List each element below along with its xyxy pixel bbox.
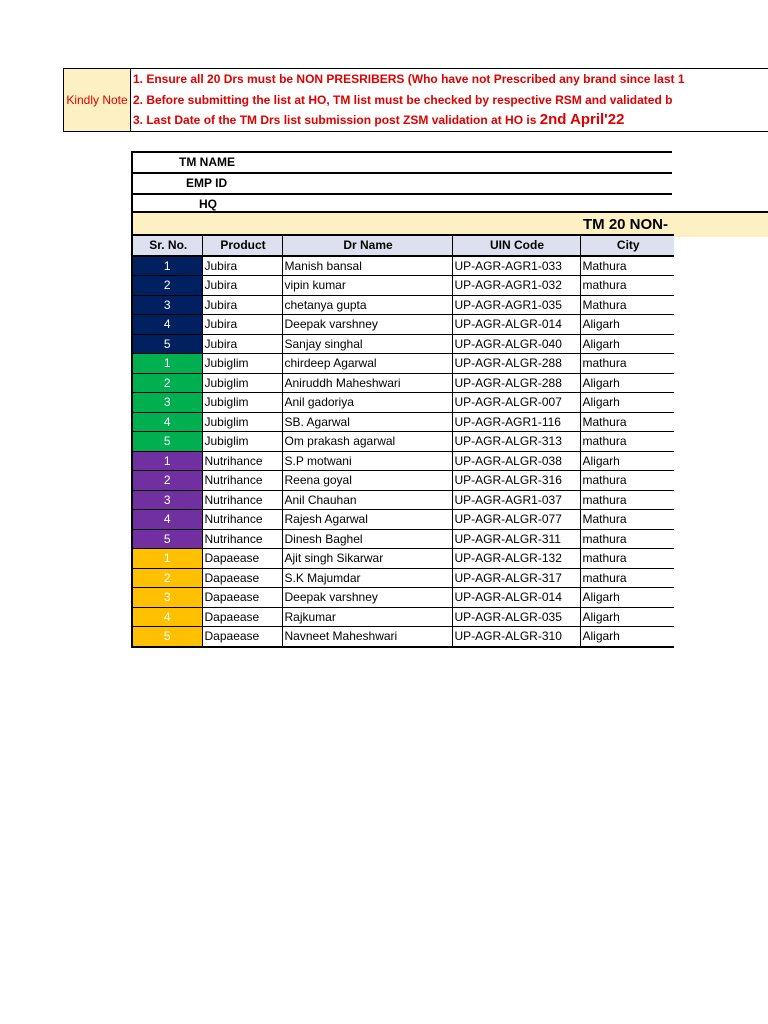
uin-code-cell: UP-AGR-AGR1-032 — [452, 276, 580, 296]
table-row — [132, 373, 674, 393]
sr-cell: 4 — [132, 315, 202, 335]
note-line-3 — [131, 110, 768, 131]
uin-code-cell: UP-AGR-ALGR-311 — [452, 529, 580, 549]
sr-cell: 1 — [132, 549, 202, 569]
dr-name-cell: S.P motwani — [282, 451, 452, 471]
sr-cell: 4 — [132, 607, 202, 627]
sr-cell: 3 — [132, 393, 202, 413]
city-cell: Mathura — [580, 412, 674, 432]
uin-code-cell: UP-AGR-AGR1-035 — [452, 295, 580, 315]
note-line-3-text: 3. Last Date of the TM Drs list submission post ZSM validation at HO is — [133, 113, 540, 128]
table-row — [132, 256, 674, 276]
uin-code-cell: UP-AGR-ALGR-007 — [452, 393, 580, 413]
tm-name-row — [131, 151, 672, 172]
dr-name-cell: Anil gadoriya — [282, 393, 452, 413]
note-line-2: 2. Before submitting the list at HO, TM list must be checked by respective RSM and validated b — [133, 92, 673, 107]
uin-code-cell: UP-AGR-ALGR-317 — [452, 568, 580, 588]
table-body — [132, 256, 674, 647]
col-header-product: Product — [202, 235, 282, 256]
table-row — [132, 315, 674, 335]
table-row — [132, 607, 674, 627]
table-row — [132, 354, 674, 374]
note-line-1: 1. Ensure all 20 Drs must be NON PRESRIBERS (Who have not Prescribed any brand since last 1 — [133, 72, 685, 86]
product-cell: Dapaease — [202, 568, 282, 588]
uin-code-cell: UP-AGR-AGR1-116 — [452, 412, 580, 432]
list-title: TM 20 NON- — [583, 216, 669, 233]
sr-cell: 2 — [132, 276, 202, 296]
product-cell: Nutrihance — [202, 529, 282, 549]
table-row — [132, 451, 674, 471]
sr-cell: 3 — [132, 588, 202, 608]
dr-name-cell: Navneet Maheshwari — [282, 627, 452, 647]
dr-name-cell: Anil Chauhan — [282, 490, 452, 510]
dr-name-cell: chirdeep Agarwal — [282, 354, 452, 374]
table-row — [132, 334, 674, 354]
dr-name-cell: chetanya gupta — [282, 295, 452, 315]
city-cell: mathura — [580, 354, 674, 374]
product-cell: Nutrihance — [202, 451, 282, 471]
table-row — [132, 568, 674, 588]
product-cell: Jubiglim — [202, 412, 282, 432]
dr-name-cell: Deepak varshney — [282, 588, 452, 608]
product-cell: Dapaease — [202, 627, 282, 647]
product-cell: Dapaease — [202, 549, 282, 569]
sr-cell: 1 — [132, 451, 202, 471]
uin-code-cell: UP-AGR-AGR1-033 — [452, 256, 580, 276]
sr-cell: 5 — [132, 627, 202, 647]
city-cell: mathura — [580, 432, 674, 452]
note-lines — [131, 68, 768, 132]
hq-label: HQ — [199, 197, 217, 211]
table-row — [132, 627, 674, 647]
uin-code-cell: UP-AGR-ALGR-035 — [452, 607, 580, 627]
dr-name-cell: Rajkumar — [282, 607, 452, 627]
kindly-note-label: Kindly Note — [63, 68, 131, 132]
product-cell: Jubira — [202, 276, 282, 296]
uin-code-cell: UP-AGR-ALGR-132 — [452, 549, 580, 569]
city-cell: Aligarh — [580, 588, 674, 608]
emp-id-row — [131, 172, 672, 193]
sr-cell: 2 — [132, 568, 202, 588]
col-header-city: City — [580, 235, 674, 256]
city-cell: mathura — [580, 276, 674, 296]
product-cell: Nutrihance — [202, 510, 282, 530]
city-cell: Aligarh — [580, 607, 674, 627]
city-cell: Aligarh — [580, 627, 674, 647]
sr-cell: 3 — [132, 490, 202, 510]
tm-info-block — [131, 151, 768, 214]
uin-code-cell: UP-AGR-ALGR-288 — [452, 373, 580, 393]
dr-name-cell: Reena goyal — [282, 471, 452, 491]
product-cell: Jubiglim — [202, 373, 282, 393]
city-cell: mathura — [580, 490, 674, 510]
product-cell: Jubira — [202, 315, 282, 335]
sr-cell: 5 — [132, 432, 202, 452]
col-header-sr: Sr. No. — [132, 235, 202, 256]
city-cell: Mathura — [580, 256, 674, 276]
tm-name-label: TM NAME — [179, 155, 235, 169]
dr-name-cell: Aniruddh Maheshwari — [282, 373, 452, 393]
table-header-row — [132, 235, 674, 256]
kindly-note-block — [63, 68, 768, 132]
city-cell: Mathura — [580, 510, 674, 530]
dr-name-cell: vipin kumar — [282, 276, 452, 296]
sr-cell: 5 — [132, 529, 202, 549]
sr-cell: 4 — [132, 510, 202, 530]
table-row — [132, 471, 674, 491]
uin-code-cell: UP-AGR-ALGR-014 — [452, 588, 580, 608]
dr-name-cell: S.K Majumdar — [282, 568, 452, 588]
dr-name-cell: Om prakash agarwal — [282, 432, 452, 452]
sr-cell: 1 — [132, 354, 202, 374]
table-row — [132, 276, 674, 296]
city-cell: Mathura — [580, 295, 674, 315]
uin-code-cell: UP-AGR-ALGR-040 — [452, 334, 580, 354]
table-row — [132, 393, 674, 413]
table-row — [132, 295, 674, 315]
table-row — [132, 510, 674, 530]
city-cell: Aligarh — [580, 315, 674, 335]
city-cell: mathura — [580, 529, 674, 549]
uin-code-cell: UP-AGR-ALGR-316 — [452, 471, 580, 491]
uin-code-cell: UP-AGR-ALGR-014 — [452, 315, 580, 335]
city-cell: Aligarh — [580, 334, 674, 354]
table-row — [132, 432, 674, 452]
dr-name-cell: Rajesh Agarwal — [282, 510, 452, 530]
uin-code-cell: UP-AGR-ALGR-310 — [452, 627, 580, 647]
sr-cell: 5 — [132, 334, 202, 354]
product-cell: Dapaease — [202, 588, 282, 608]
col-header-dr-name: Dr Name — [282, 235, 452, 256]
table-row — [132, 549, 674, 569]
uin-code-cell: UP-AGR-ALGR-313 — [452, 432, 580, 452]
product-cell: Nutrihance — [202, 471, 282, 491]
dr-name-cell: SB. Agarwal — [282, 412, 452, 432]
uin-code-cell: UP-AGR-AGR1-037 — [452, 490, 580, 510]
dr-name-cell: Sanjay singhal — [282, 334, 452, 354]
product-cell: Jubira — [202, 334, 282, 354]
emp-id-label: EMP ID — [186, 176, 228, 190]
uin-code-cell: UP-AGR-ALGR-288 — [452, 354, 580, 374]
col-header-uin: UIN Code — [452, 235, 580, 256]
dr-name-cell: Manish bansal — [282, 256, 452, 276]
product-cell: Dapaease — [202, 607, 282, 627]
sr-cell: 4 — [132, 412, 202, 432]
dr-name-cell: Deepak varshney — [282, 315, 452, 335]
uin-code-cell: UP-AGR-ALGR-038 — [452, 451, 580, 471]
city-cell: mathura — [580, 549, 674, 569]
sr-cell: 1 — [132, 256, 202, 276]
table-row — [132, 529, 674, 549]
uin-code-cell: UP-AGR-ALGR-077 — [452, 510, 580, 530]
dr-name-cell: Ajit singh Sikarwar — [282, 549, 452, 569]
table-row — [132, 412, 674, 432]
product-cell: Jubiglim — [202, 354, 282, 374]
table-row — [132, 588, 674, 608]
city-cell: Aligarh — [580, 373, 674, 393]
deadline-date: 2nd April'22 — [539, 111, 625, 129]
product-cell: Jubiglim — [202, 432, 282, 452]
table-row — [132, 490, 674, 510]
dr-name-cell: Dinesh Baghel — [282, 529, 452, 549]
doctor-list-table — [131, 234, 674, 648]
sr-cell: 3 — [132, 295, 202, 315]
product-cell: Nutrihance — [202, 490, 282, 510]
sr-cell: 2 — [132, 471, 202, 491]
city-cell: mathura — [580, 471, 674, 491]
product-cell: Jubira — [202, 295, 282, 315]
product-cell: Jubira — [202, 256, 282, 276]
city-cell: Aligarh — [580, 451, 674, 471]
product-cell: Jubiglim — [202, 393, 282, 413]
city-cell: mathura — [580, 568, 674, 588]
sr-cell: 2 — [132, 373, 202, 393]
city-cell: Aligarh — [580, 393, 674, 413]
